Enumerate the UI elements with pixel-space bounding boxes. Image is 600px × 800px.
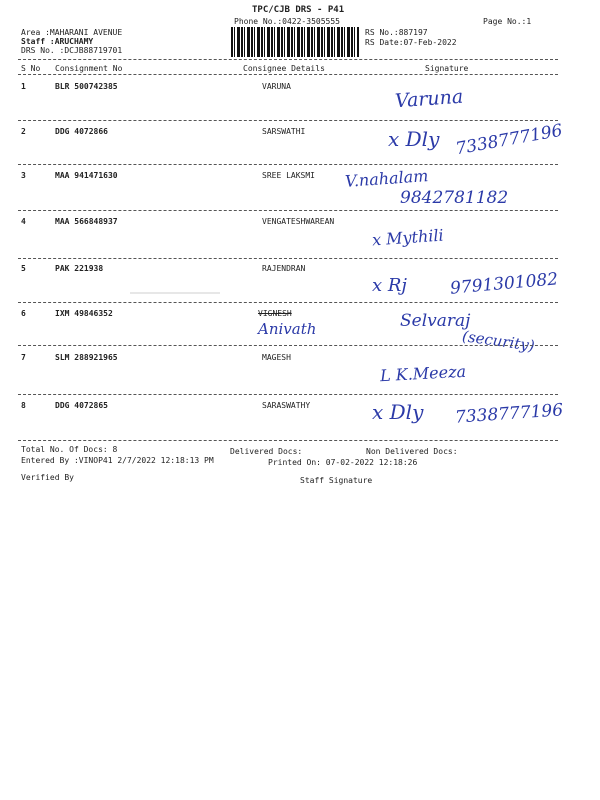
barcode <box>231 27 359 57</box>
row-sno: 4 <box>21 217 26 226</box>
staff-label: Staff :ARUCHAMY <box>21 37 94 46</box>
handwritten-signature: x Dly <box>372 400 424 424</box>
row-consignee: SARSWATHI <box>262 127 306 136</box>
divider <box>18 59 558 60</box>
row-sno: 7 <box>21 353 26 362</box>
row-consignee: VARUNA <box>262 82 291 91</box>
row-consignment-no: DDG 4072866 <box>55 127 108 136</box>
rs-date: RS Date:07-Feb-2022 <box>365 38 457 47</box>
total-docs: Total No. Of Docs: 8 <box>21 445 118 454</box>
handwritten-signature: x Rj <box>372 275 408 296</box>
page-number: Page No.:1 <box>483 17 532 26</box>
handwritten-phone: 7338777196 <box>454 400 564 428</box>
handwritten-signature: Selvaraj <box>400 311 471 331</box>
row-divider <box>18 120 558 121</box>
staff-signature-label: Staff Signature <box>300 476 373 485</box>
column-header-signature: Signature <box>425 64 469 73</box>
scan-artifact <box>130 292 220 294</box>
row-consignee: SREE LAKSMI <box>262 171 315 180</box>
row-divider <box>18 302 558 303</box>
row-divider <box>18 164 558 165</box>
row-sno: 5 <box>21 264 26 273</box>
phone-number: Phone No.:0422-3505555 <box>234 17 340 26</box>
row-consignee: SARASWATHY <box>262 401 311 410</box>
row-sno: 1 <box>21 82 26 91</box>
row-divider <box>18 394 558 395</box>
row-consignee: MAGESH <box>262 353 291 362</box>
handwritten-phone: 9791301082 <box>449 269 559 299</box>
row-consignee: VENGATESHWAREAN <box>262 217 335 226</box>
column-header-consignment: Consignment No <box>55 64 123 73</box>
handwritten-phone: 9842781182 <box>400 188 509 208</box>
handwritten-note: (security) <box>461 327 536 355</box>
handwritten-signature: x Dly <box>388 127 440 151</box>
handwritten-recipient-note: Anivath <box>258 320 317 338</box>
divider <box>18 74 558 75</box>
drs-number: DRS No. :DCJB88719701 <box>21 46 123 55</box>
delivered-docs: Delivered Docs: <box>230 447 303 456</box>
printed-on: Printed On: 07-02-2022 12:18:26 <box>268 458 418 467</box>
row-sno: 8 <box>21 401 26 410</box>
row-sno: 6 <box>21 309 26 318</box>
row-consignment-no: SLM 288921965 <box>55 353 118 362</box>
handwritten-phone: 7338777196 <box>454 120 565 160</box>
row-consignment-no: PAK 221938 <box>55 264 104 273</box>
non-delivered-docs: Non Delivered Docs: <box>366 447 458 456</box>
row-sno: 2 <box>21 127 26 136</box>
row-consignment-no: MAA 566848937 <box>55 217 118 226</box>
row-consignment-no: IXM 49846352 <box>55 309 113 318</box>
row-sno: 3 <box>21 171 26 180</box>
row-divider <box>18 258 558 259</box>
handwritten-signature: Varuna <box>394 85 464 113</box>
verified-by-label: Verified By <box>21 473 74 482</box>
handwritten-signature: V.nahalam <box>344 166 429 191</box>
row-consignment-no: DDG 4072865 <box>55 401 108 410</box>
row-consignee-struck: VIGNESH <box>258 309 292 318</box>
report-title: TPC/CJB DRS - P41 <box>252 5 345 15</box>
entered-by: Entered By :VINOP41 2/7/2022 12:18:13 PM <box>21 456 214 465</box>
rs-number: RS No.:887197 <box>365 28 428 37</box>
handwritten-signature: x Mythili <box>371 225 445 250</box>
area-label: Area :MAHARANI AVENUE <box>21 28 123 37</box>
row-divider <box>18 440 558 441</box>
row-consignment-no: MAA 941471630 <box>55 171 118 180</box>
handwritten-signature: L K.Meeza <box>379 361 467 386</box>
row-divider <box>18 210 558 211</box>
column-header-sno: S No <box>21 64 41 73</box>
row-consignee: RAJENDRAN <box>262 264 306 273</box>
row-consignment-no: BLR 500742385 <box>55 82 118 91</box>
row-divider <box>18 345 558 346</box>
column-header-consignee: Consignee Details <box>243 64 325 73</box>
